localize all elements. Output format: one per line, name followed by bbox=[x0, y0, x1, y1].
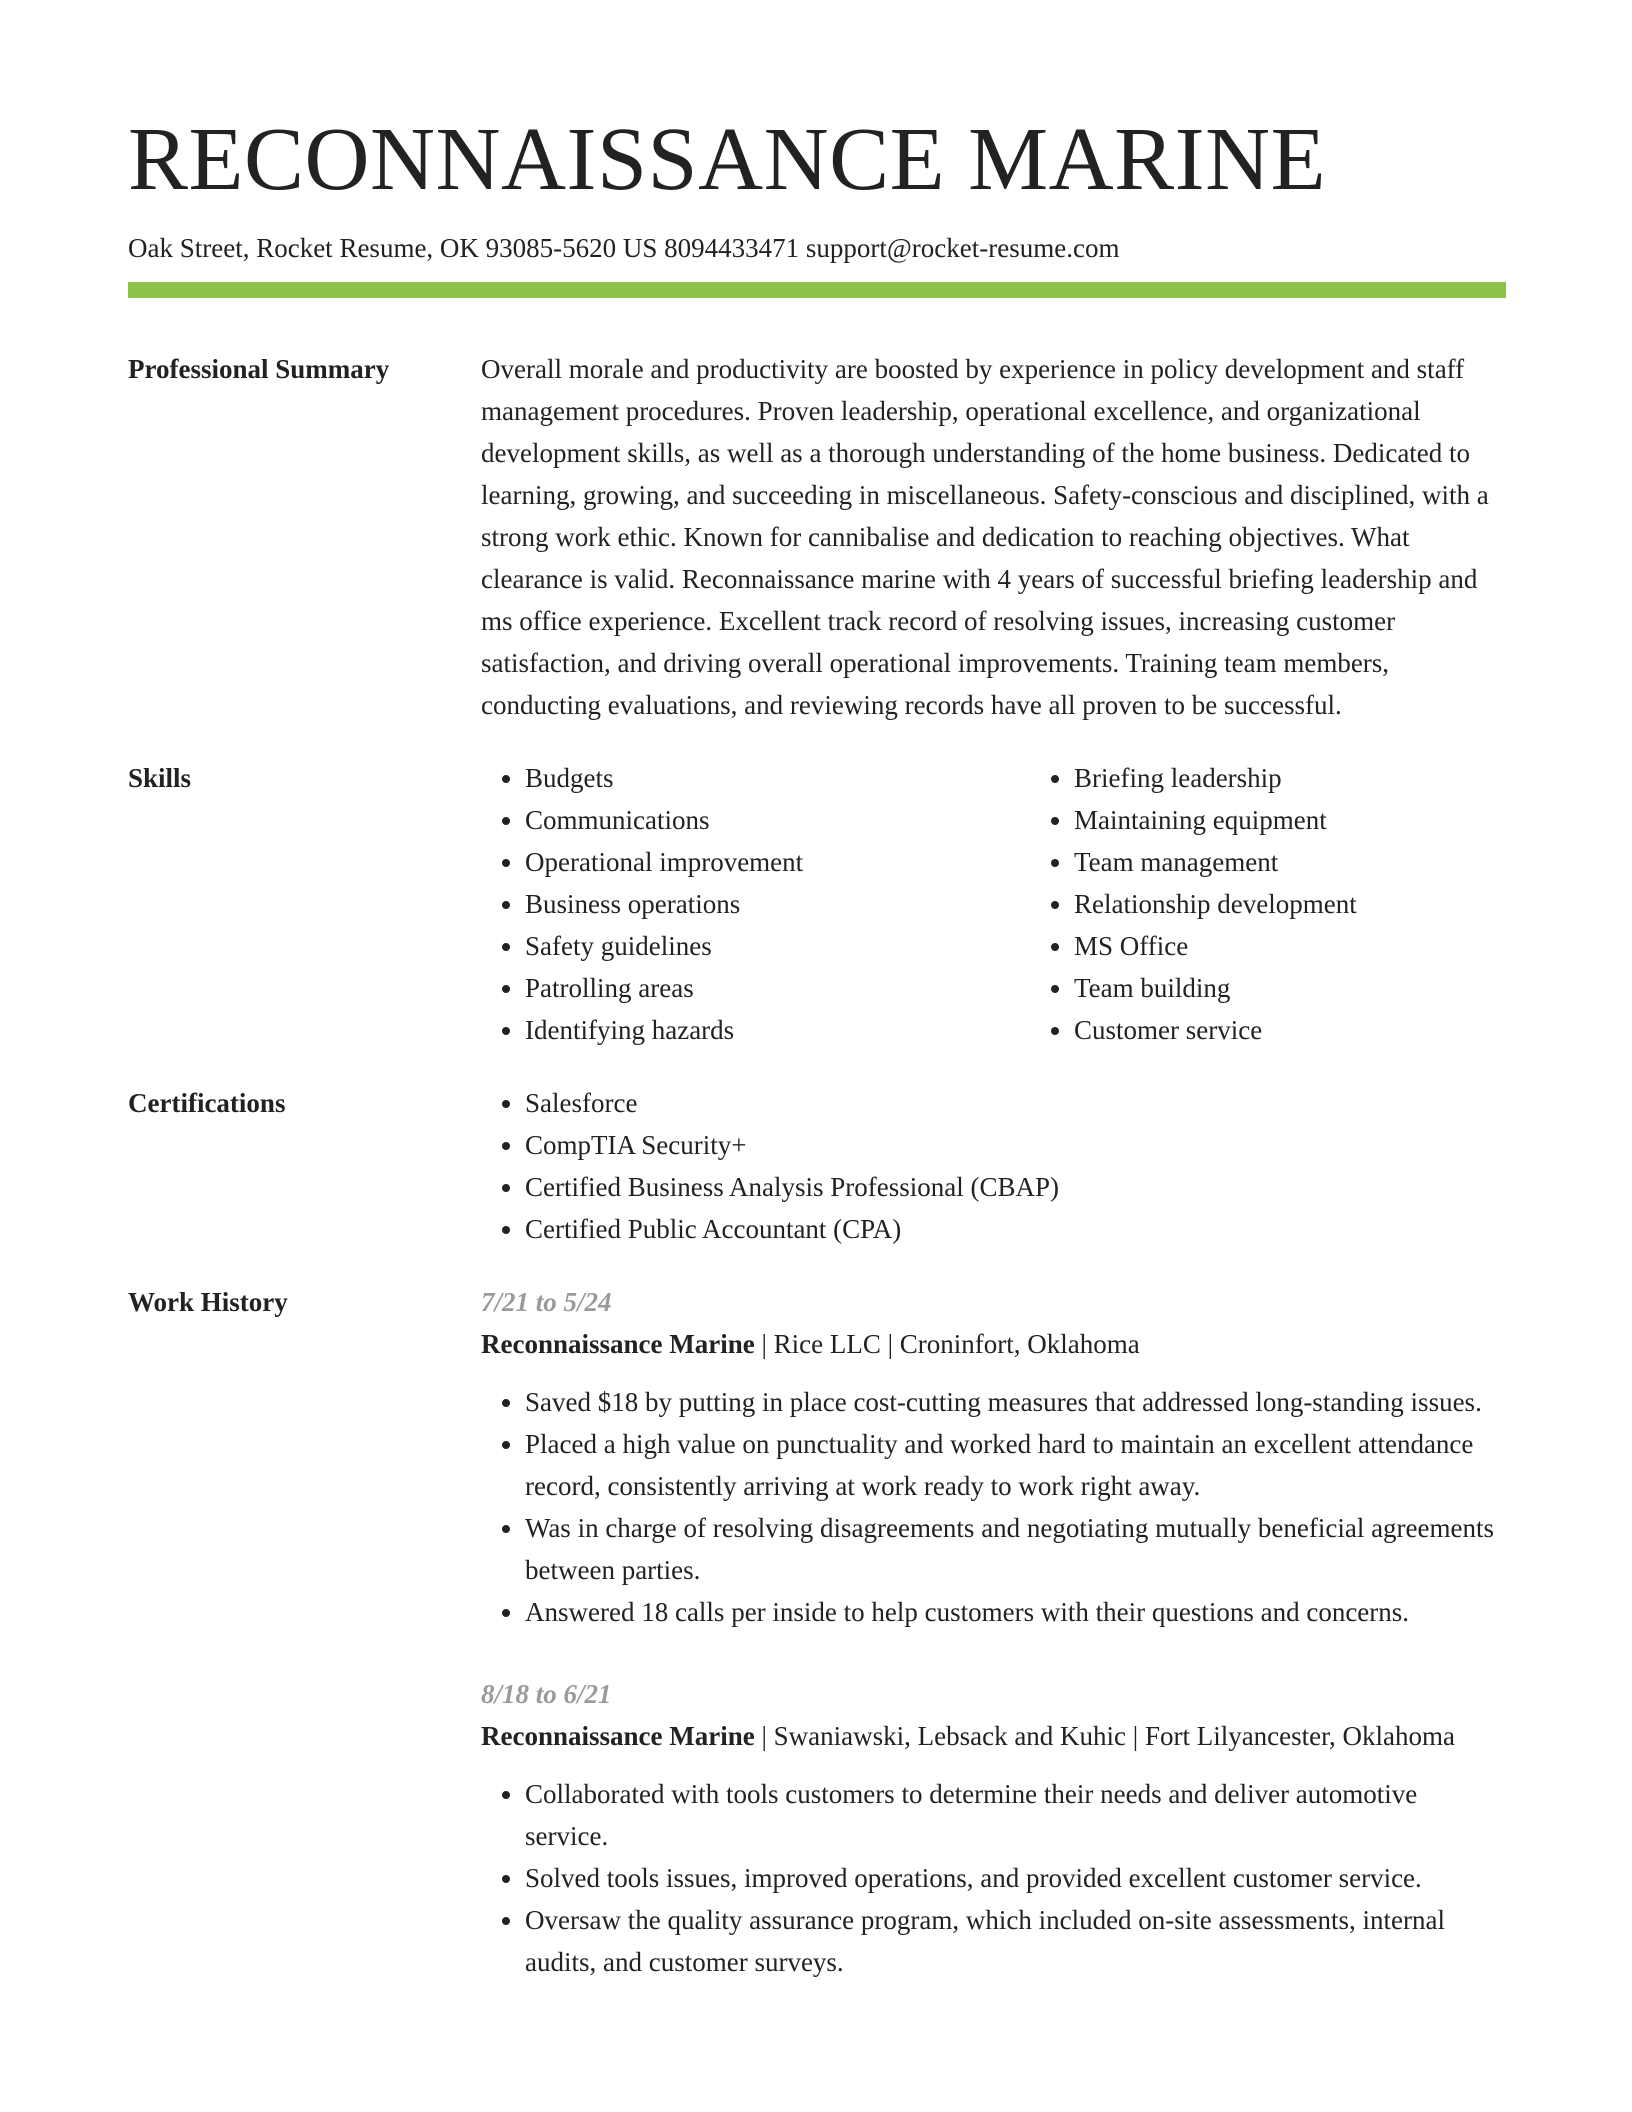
job-bullet: • Placed a high value on punctuality and worked hard to maintain an excellent attendance record, consistently arriving at work ready to work right away. bbox=[525, 1423, 1506, 1507]
certifications-list bbox=[481, 1082, 1506, 1250]
job-details: | Rice LLC | Croninfort, Oklahoma bbox=[754, 1329, 1140, 1359]
job-title: Reconnaissance Marine bbox=[481, 1721, 755, 1751]
job-heading bbox=[481, 1323, 1506, 1365]
job-dates: 7/21 to 5/24 bbox=[481, 1287, 612, 1317]
job-bullets bbox=[481, 1773, 1506, 1983]
job-entry bbox=[481, 1281, 1506, 1633]
resume-header bbox=[128, 110, 1506, 298]
skill-item: • Communications bbox=[525, 799, 1030, 841]
job-bullet: • Was in charge of resolving disagreements and negotiating mutually beneficial agreements between parties. bbox=[525, 1507, 1506, 1591]
job-bullet: • Answered 18 calls per inside to help customers with their questions and concerns. bbox=[525, 1591, 1506, 1633]
job-details: | Swaniawski, Lebsack and Kuhic | Fort Lilyancester, Oklahoma bbox=[754, 1721, 1456, 1751]
certification-item: • Certified Public Accountant (CPA) bbox=[525, 1208, 1506, 1250]
skills-list-right bbox=[1030, 757, 1579, 1051]
certifications-body bbox=[481, 1082, 1506, 1250]
job-heading bbox=[481, 1715, 1506, 1757]
job-bullet: • Oversaw the quality assurance program, which included on-site assessments, internal audits, and customer surveys. bbox=[525, 1899, 1506, 1983]
job-bullets bbox=[481, 1381, 1506, 1633]
certification-item: • CompTIA Security+ bbox=[525, 1124, 1506, 1166]
skill-item: • Team building bbox=[1074, 967, 1579, 1009]
summary-section bbox=[128, 348, 1506, 726]
certifications-section bbox=[128, 1082, 1506, 1250]
certification-item: • Certified Business Analysis Professional (CBAP) bbox=[525, 1166, 1506, 1208]
resume-page bbox=[128, 110, 1506, 1983]
contact-line: Oak Street, Rocket Resume, OK 93085-5620 US 8094433471 support@rocket-resume.com bbox=[128, 233, 1120, 263]
accent-divider bbox=[128, 282, 1506, 298]
job-bullet: • Collaborated with tools customers to determine their needs and deliver automotive service. bbox=[525, 1773, 1506, 1857]
section-heading-work-history: Work History bbox=[128, 1287, 288, 1317]
work-history-body bbox=[481, 1281, 1506, 1983]
skill-item: • Identifying hazards bbox=[525, 1009, 1030, 1051]
skills-body bbox=[481, 757, 1579, 1051]
skills-section bbox=[128, 757, 1506, 1051]
skill-item: • Patrolling areas bbox=[525, 967, 1030, 1009]
job-dates: 8/18 to 6/21 bbox=[481, 1679, 612, 1709]
skill-item: • Safety guidelines bbox=[525, 925, 1030, 967]
certification-item: • Salesforce bbox=[525, 1082, 1506, 1124]
summary-body bbox=[481, 348, 1506, 726]
skill-item: • MS Office bbox=[1074, 925, 1579, 967]
candidate-name: RECONNAISSANCE MARINE bbox=[128, 110, 1327, 209]
job-entry bbox=[481, 1673, 1506, 1983]
skill-item: • Operational improvement bbox=[525, 841, 1030, 883]
section-heading-skills: Skills bbox=[128, 763, 192, 793]
skill-item: • Team management bbox=[1074, 841, 1579, 883]
job-title: Reconnaissance Marine bbox=[481, 1329, 755, 1359]
summary-paragraph: Overall morale and productivity are boosted by experience in policy development and staff management procedures. Proven leadership, operational excellence, and organizational development skills, as well as a thorough understanding of the home business. Dedicated to learning, growing, and succeeding in miscellaneous. Safety-conscious and disciplined, with a strong work ethic. Known for cannibalise and dedication to reaching objectives. What clearance is valid. Reconnaissance marine with 4 years of successful briefing leadership and ms office experience. Excellent track record of resolving issues, increasing customer satisfaction, and driving overall operational improvements. Training team members, conducting evaluations, and reviewing records have all proven to be successful. bbox=[481, 354, 1489, 720]
skill-item: • Customer service bbox=[1074, 1009, 1579, 1051]
skill-item: • Business operations bbox=[525, 883, 1030, 925]
skill-item: • Maintaining equipment bbox=[1074, 799, 1579, 841]
job-bullet: • Saved $18 by putting in place cost-cutting measures that addressed long-standing issues. bbox=[525, 1381, 1506, 1423]
work-history-section bbox=[128, 1281, 1506, 1983]
skills-list-left bbox=[481, 757, 1030, 1051]
skill-item: • Relationship development bbox=[1074, 883, 1579, 925]
section-heading-summary: Professional Summary bbox=[128, 354, 390, 384]
skill-item: • Budgets bbox=[525, 757, 1030, 799]
skill-item: • Briefing leadership bbox=[1074, 757, 1579, 799]
section-heading-certifications: Certifications bbox=[128, 1088, 286, 1118]
job-bullet: • Solved tools issues, improved operations, and provided excellent customer service. bbox=[525, 1857, 1506, 1899]
